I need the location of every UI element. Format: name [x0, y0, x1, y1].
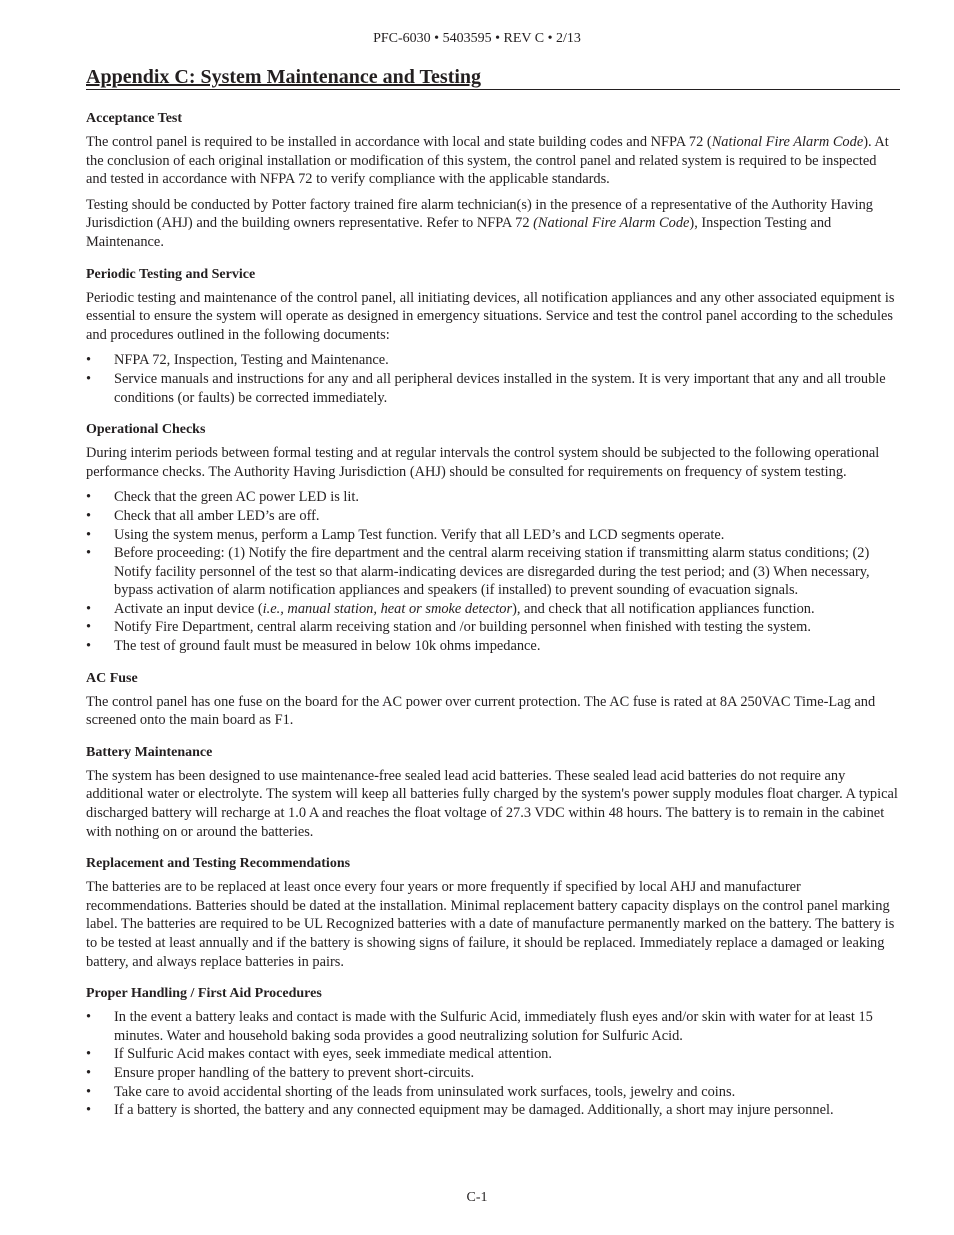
- section-ac-fuse: [86, 670, 898, 730]
- paragraph: During interim periods between formal testing and at regular intervals the control system should be subjected to the following operational performance checks. The Authority Having Jurisdiction (AHJ) should be consulted for requirements on frequency of system testing.: [86, 445, 880, 480]
- section-heading: Battery Maintenance: [86, 744, 213, 760]
- title-rule: [86, 67, 900, 90]
- bullet-list: [86, 488, 898, 655]
- paragraph: Testing should be conducted by Potter factory trained fire alarm technician(s) in the presence of a representative of the Authority Having Jurisdiction (AHJ) and the building owners representative. Refer to NFPA 72 (National Fire Alarm Code), Inspection Testing and Maintenance.: [86, 196, 874, 250]
- section-heading: Operational Checks: [86, 422, 206, 438]
- list-item: • Check that the green AC power LED is lit.: [86, 489, 359, 506]
- list-item: • Notify Fire Department, central alarm receiving station and /or building personnel when finished with testing the system.: [86, 619, 811, 636]
- list-item: • Activate an input device (i.e., manual station, heat or smoke detector), and check that all notification appliances function.: [86, 600, 815, 617]
- list-item: • Check that all amber LED’s are off.: [86, 507, 320, 524]
- section-heading: Acceptance Test: [86, 111, 183, 126]
- list-item: • Before proceeding: (1) Notify the fire department and the central alarm receiving station if transmitting alarm status conditions; (2) Notify facility personnel of the test so that alarm-indicating devices are disregarded during the test period; and (3) When necessary, bypass activation of alarm notification appliances and speakers (if installed) to prevent sounding of evacuation signals.: [86, 545, 870, 599]
- section-periodic-testing: [86, 266, 898, 408]
- bullet-list: [86, 1008, 898, 1120]
- paragraph: The batteries are to be replaced at least once every four years or more frequently if specified by local AHJ and manufacturer recommendations. Batteries should be dated at the installation. Minimal replacement battery capacity displays on the control panel marking label. The batteries are required to be UL Recognized batteries with a date of manufacture permanently marked on the battery. The battery is to be tested at least annually and if the battery is showing signs of failure, it should be replaced. Immediately replace a damaged or leaking battery, and always replace batteries in pairs.: [86, 879, 895, 970]
- list-item: • The test of ground fault must be measured in below 10k ohms impedance.: [86, 638, 541, 655]
- section-heading: Periodic Testing and Service: [86, 266, 256, 282]
- list-item: • In the event a battery leaks and contact is made with the Sulfuric Acid, immediately flush eyes and/or skin with water for at least 15 minutes. Water and household baking soda provides a good neutralizing solution for Sulfuric Acid.: [86, 1009, 873, 1044]
- bullet-list: [86, 351, 898, 407]
- paragraph: Periodic testing and maintenance of the control panel, all initiating devices, all notification appliances and any other associated equipment is essential to ensure the system will operate as designed in emergency situations. Service and test the control panel according to the schedules and procedures outlined in the following documents:: [86, 289, 895, 343]
- list-item: • NFPA 72, Inspection, Testing and Maintenance.: [86, 352, 389, 369]
- page-title: Appendix C: System Maintenance and Testing: [86, 66, 482, 88]
- page-number: C-1: [466, 1190, 488, 1205]
- list-item: • Service manuals and instructions for any and all peripheral devices installed in the system. It is very important that any and all trouble conditions (or faults) be corrected immediately.: [86, 370, 886, 406]
- section-heading: Replacement and Testing Recommendations: [86, 856, 351, 872]
- section-replacement: [86, 855, 898, 971]
- section-battery-maintenance: [86, 744, 898, 841]
- list-item: • If Sulfuric Acid makes contact with eyes, seek immediate medical attention.: [86, 1046, 552, 1063]
- list-item: • If a battery is shorted, the battery and any connected equipment may be damaged. Additionally, a short may injure personnel.: [86, 1102, 834, 1119]
- section-operational-checks: [86, 421, 898, 656]
- paragraph: The control panel is required to be installed in accordance with local and state building codes and NFPA 72 (National Fire Alarm Code). At the conclusion of each original installation or modification of this system, the control panel and related system is required to be inspected and tested in accordance with NFPA 72 to verify compliance with the applicable standards.: [86, 134, 889, 188]
- list-item: • Ensure proper handling of the battery to prevent short-circuits.: [86, 1064, 475, 1081]
- page-header: PFC-6030 • 5403595 • REV C • 2/13: [373, 31, 581, 46]
- paragraph: The system has been designed to use maintenance-free sealed lead acid batteries. These sealed lead acid batteries do not require any additional water or electrolyte. The system will keep all batteries fully charged by the system's power supply modules float charger. A typical discharged battery will recharge at 1.0 A and reaches the float voltage of 27.3 VDC within 48 hours. The battery is to remain in the cabinet with nothing on or around the batteries.: [86, 767, 898, 840]
- section-heading: Proper Handling / First Aid Procedures: [86, 986, 322, 1002]
- list-item: • Using the system menus, perform a Lamp Test function. Verify that all LED’s and LCD segments operate.: [86, 526, 725, 543]
- page-content: [86, 110, 898, 1134]
- section-acceptance-test: [86, 110, 898, 252]
- paragraph: The control panel has one fuse on the board for the AC power over current protection. The AC fuse is rated at 8A 250VAC Time-Lag and screened onto the main board as F1.: [86, 693, 876, 729]
- section-handling: [86, 985, 898, 1120]
- list-item: • Take care to avoid accidental shorting of the leads from uninsulated work surfaces, tools, jewelry and coins.: [86, 1083, 736, 1100]
- section-heading: AC Fuse: [86, 670, 138, 686]
